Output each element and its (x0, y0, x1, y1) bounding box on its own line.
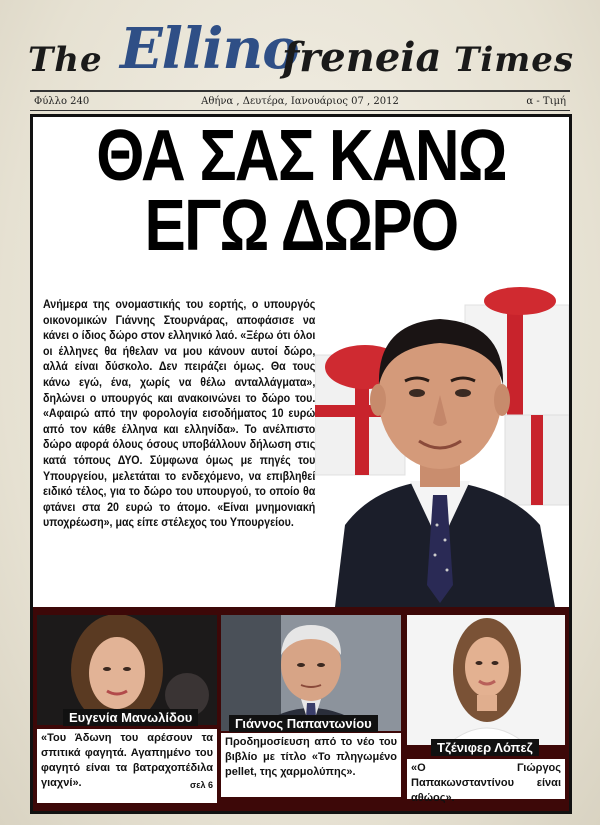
story-card-papantoniou (221, 615, 401, 803)
manolidou-name: Ευγενία Μανωλίδου (63, 709, 198, 726)
masthead-ellino: Ellino (120, 16, 299, 82)
dateline-rule (30, 110, 570, 111)
lopez-photo (407, 615, 565, 745)
main-story (33, 117, 569, 607)
masthead (0, 10, 600, 90)
headline-line-2: ΕΓΩ ΔΩΡΟ (144, 186, 458, 266)
minister-photo (315, 285, 569, 607)
story-card-lopez (407, 615, 565, 803)
lopez-quote (407, 759, 565, 804)
minister-photo-illustration (315, 285, 569, 607)
masthead-freneia: freneia (282, 34, 442, 81)
article-body: Ανήμερα της ονομαστικής του εορτής, ο υπουργός οικονομικών Γιάννης Στουρνάρας, αποφάσισε να κάνει ο ίδιος δώρο στον ελληνικό λαό. «Ξέρω ότι όλοι οι έλληνες θα ήθελαν να μου κάνουν αυτοί δώρο, αλλά είναι δύσκολο. Δεν πειράζει όμως. Θα τους κάνω εγώ, ένα, χωρίς να θέλω ανταλλάγματα», δηλώνει ο υπουργός και ανακοινώνει το δώρο του. «Αφαιρώ από την φορολογία εισοδήματος 10 ευρώ από τον κάθε έλληνα και ελληνίδα». Το ανέλπιστο δώρο αφορά όλους όσους υποβάλλουν δήλωση στις κατά τόπους ΔΥΟ. Σύμφωνα όμως με πηγές του Υπουργείου, μελετάται το ενδεχόμενο, να επιβληθεί ειδικό τέλος, για το δώρο του υπουργού, το οποίο θα φτάνει στα 20 ευρώ το άτομο. «Είναι μνημονιακή υποχρέωση», μας είπε στέλεχος του Υπουργείου. (43, 298, 316, 530)
issue-price: α - Τιμή (526, 96, 566, 107)
lopez-quote-text: «Ο Γιώργος Παπακωνσταντίνου είναι αθώος». (411, 762, 561, 804)
dateline (30, 94, 570, 110)
headline-line-1: ΘΑ ΣΑΣ ΚΑΝΩ (96, 116, 506, 196)
bottom-strip (33, 607, 569, 811)
headline (71, 116, 532, 266)
masthead-the: The (28, 40, 103, 80)
issue-number: Φύλλο 240 (34, 96, 90, 107)
papantoniou-photo (221, 615, 401, 731)
front-page-frame (30, 114, 572, 814)
papantoniou-name: Γιάννος Παπαντωνίου (229, 715, 378, 732)
papantoniou-quote-text: Προδημοσίευση από το νέο του βιβλίο με τίτλο «Το πληγωμένο pellet, της χαρμολύπης». (225, 736, 397, 778)
issue-date: Αθήνα , Δευτέρα, Ιανουάριος 07 , 2012 (201, 96, 399, 107)
masthead-rule (30, 90, 570, 92)
lopez-name: Τζένιφερ Λόπεζ (431, 739, 539, 756)
manolidou-page-ref: σελ 6 (190, 780, 213, 790)
story-card-manolidou (37, 615, 217, 803)
masthead-times: Times (454, 40, 574, 80)
manolidou-quote-text: «Του Άδωνη του αρέσουν τα σπιτικά φαγητά. Αγαπημένο του φαγητό είναι τα βατραχοπέδιλα γιαχνί». (41, 732, 213, 789)
papantoniou-quote (221, 733, 401, 797)
manolidou-quote (37, 729, 217, 803)
